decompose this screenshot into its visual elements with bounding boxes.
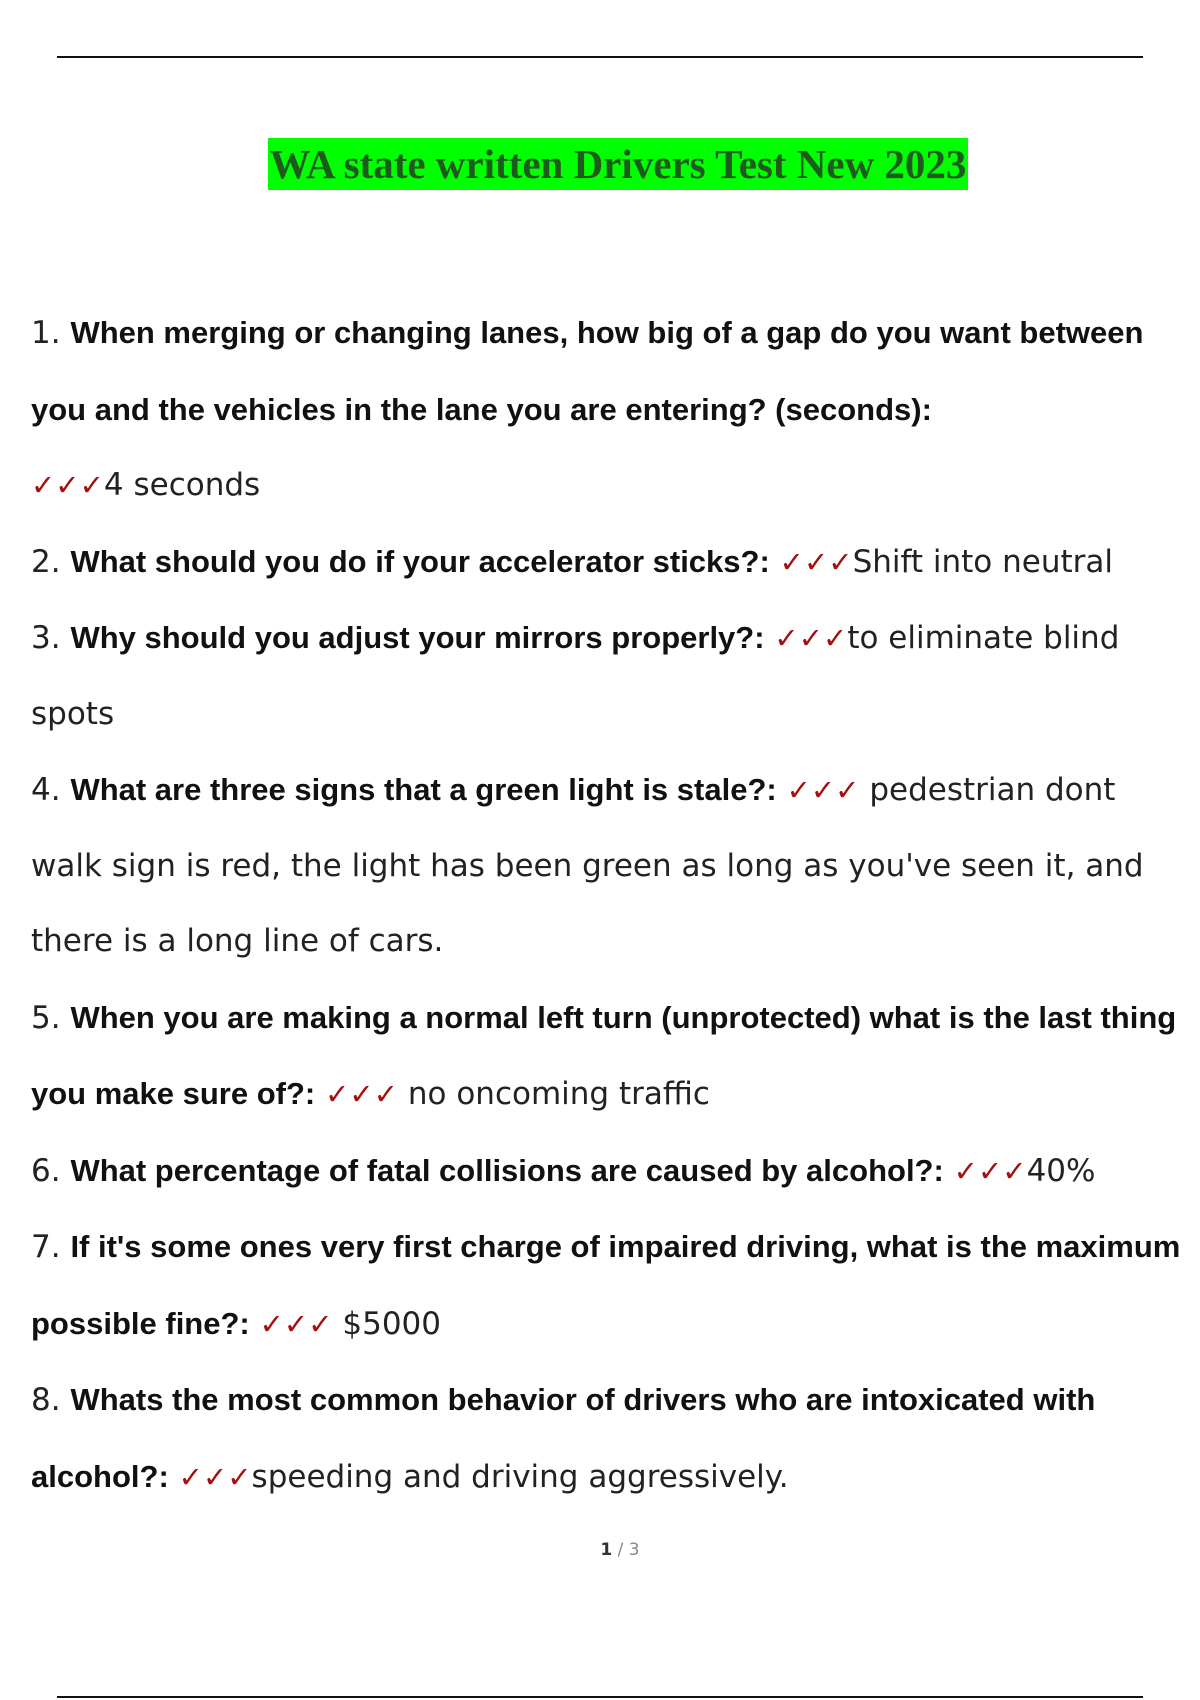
question-item-1 [31, 295, 1191, 524]
page-indicator [0, 1540, 1200, 1560]
question-text: What percentage of fatal collisions are caused by alcohol?: [70, 1152, 944, 1188]
document-title: WA state written Drivers Test New 2023 [268, 138, 969, 190]
question-text: When merging or changing lanes, how big of a gap do you want between you and the vehicles in the lane you are entering? (seconds): [31, 315, 1144, 427]
question-number: 3. [31, 620, 61, 656]
question-text: What are three signs that a green light is stale?: [70, 772, 777, 807]
page-total: 3 [628, 1540, 640, 1560]
question-item-6 [31, 1133, 1191, 1210]
page-current: 1 [600, 1540, 613, 1560]
answer-text: no oncoming traffic [398, 1076, 710, 1112]
question-item-7 [31, 1209, 1191, 1362]
check-mark-icon: ✓✓✓ [31, 468, 104, 502]
question-text: Whats the most common behavior of drivers who are intoxicated with alcohol?: [31, 1382, 1096, 1494]
check-mark-icon: ✓✓✓ [325, 1077, 399, 1111]
question-item-8 [31, 1362, 1191, 1515]
answer-text: pedestrian dont walk sign is red, the light has been green as long as you've seen it, and there is a long line of cars. [31, 772, 1144, 959]
question-number: 5. [31, 999, 61, 1036]
answer-text: 40% [1026, 1152, 1096, 1189]
check-mark-icon: ✓✓✓ [953, 1153, 1027, 1188]
question-text: When you are making a normal left turn (unprotected) what is the last thing you make sure of?: [31, 999, 1177, 1111]
check-mark-icon: ✓✓✓ [779, 544, 853, 579]
check-mark-icon: ✓✓✓ [786, 773, 860, 807]
answer-text: to eliminate blind spots [31, 620, 1120, 732]
answer-text: 4 seconds [103, 467, 261, 503]
check-mark-icon: ✓✓✓ [178, 1459, 252, 1494]
answer-text: $5000 [332, 1305, 441, 1342]
check-mark-icon: ✓✓✓ [774, 621, 848, 655]
bottom-rule [57, 1696, 1143, 1698]
question-number: 8. [31, 1382, 61, 1418]
question-text: What should you do if your accelerator sticks?: [70, 543, 770, 579]
question-item-5 [31, 980, 1191, 1133]
question-number: 6. [31, 1152, 61, 1189]
question-text: If it's some ones very first charge of impaired driving, what is the maximum possible fine?: [31, 1229, 1181, 1341]
title-container [0, 138, 1200, 190]
answer-text: Shift into neutral [852, 543, 1113, 580]
question-item-2 [31, 524, 1191, 601]
check-mark-icon: ✓✓✓ [259, 1306, 333, 1341]
question-number: 4. [31, 772, 61, 808]
answer-text: speeding and driving aggressively. [251, 1458, 789, 1495]
question-number: 1. [31, 315, 61, 351]
question-text: Why should you adjust your mirrors properly?: [70, 620, 765, 655]
question-list [31, 295, 1191, 1515]
page-separator: / [617, 1540, 624, 1560]
question-item-4 [31, 752, 1191, 980]
question-number: 7. [31, 1229, 61, 1265]
question-number: 2. [31, 543, 61, 580]
question-item-3 [31, 600, 1191, 752]
top-rule [57, 56, 1143, 58]
